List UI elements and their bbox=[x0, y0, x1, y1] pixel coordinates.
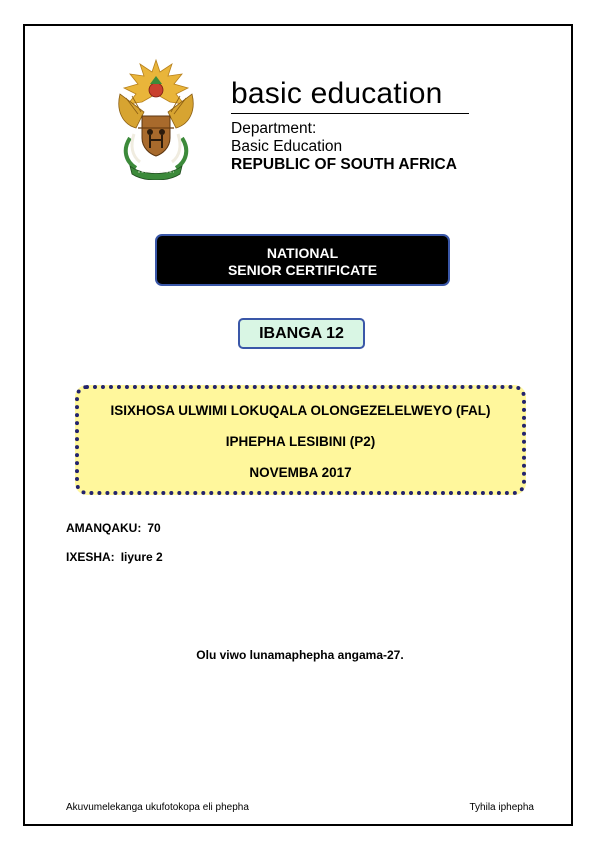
footer-copyright-note: Akuvumelekanga ukufotokopa eli phepha bbox=[66, 802, 249, 813]
brand-name: basic education bbox=[231, 77, 469, 114]
footer-turn-over: Tyhila iphepha bbox=[469, 802, 534, 813]
coat-of-arms-logo bbox=[108, 54, 204, 180]
time-value: Iiyure 2 bbox=[120, 550, 163, 564]
country-name: REPUBLIC OF SOUTH AFRICA bbox=[231, 156, 457, 173]
subject-panel bbox=[75, 385, 526, 495]
certificate-line-1: NATIONAL bbox=[266, 245, 339, 261]
grade-badge: IBANGA 12 bbox=[238, 318, 365, 349]
department-name: Basic Education bbox=[231, 138, 343, 155]
paper-number: IPHEPHA LESIBINI (P2) bbox=[225, 434, 376, 449]
brand-block bbox=[231, 77, 471, 174]
page-count-note: Olu viwo lunamaphepha angama-27. bbox=[196, 648, 404, 662]
department-label: Department: bbox=[231, 120, 317, 137]
time-line bbox=[66, 550, 163, 564]
exam-session: NOVEMBA 2017 bbox=[249, 465, 352, 480]
marks-label: AMANQAKU: bbox=[66, 521, 142, 535]
marks-value: 70 bbox=[147, 521, 161, 535]
marks-line bbox=[66, 521, 161, 535]
certificate-line-2: SENIOR CERTIFICATE bbox=[227, 262, 378, 278]
time-label: IXESHA: bbox=[66, 550, 115, 564]
certificate-banner bbox=[155, 234, 450, 286]
subject-title: ISIXHOSA ULWIMI LOKUQALA OLONGEZELELWEYO (FAL) bbox=[110, 403, 491, 418]
